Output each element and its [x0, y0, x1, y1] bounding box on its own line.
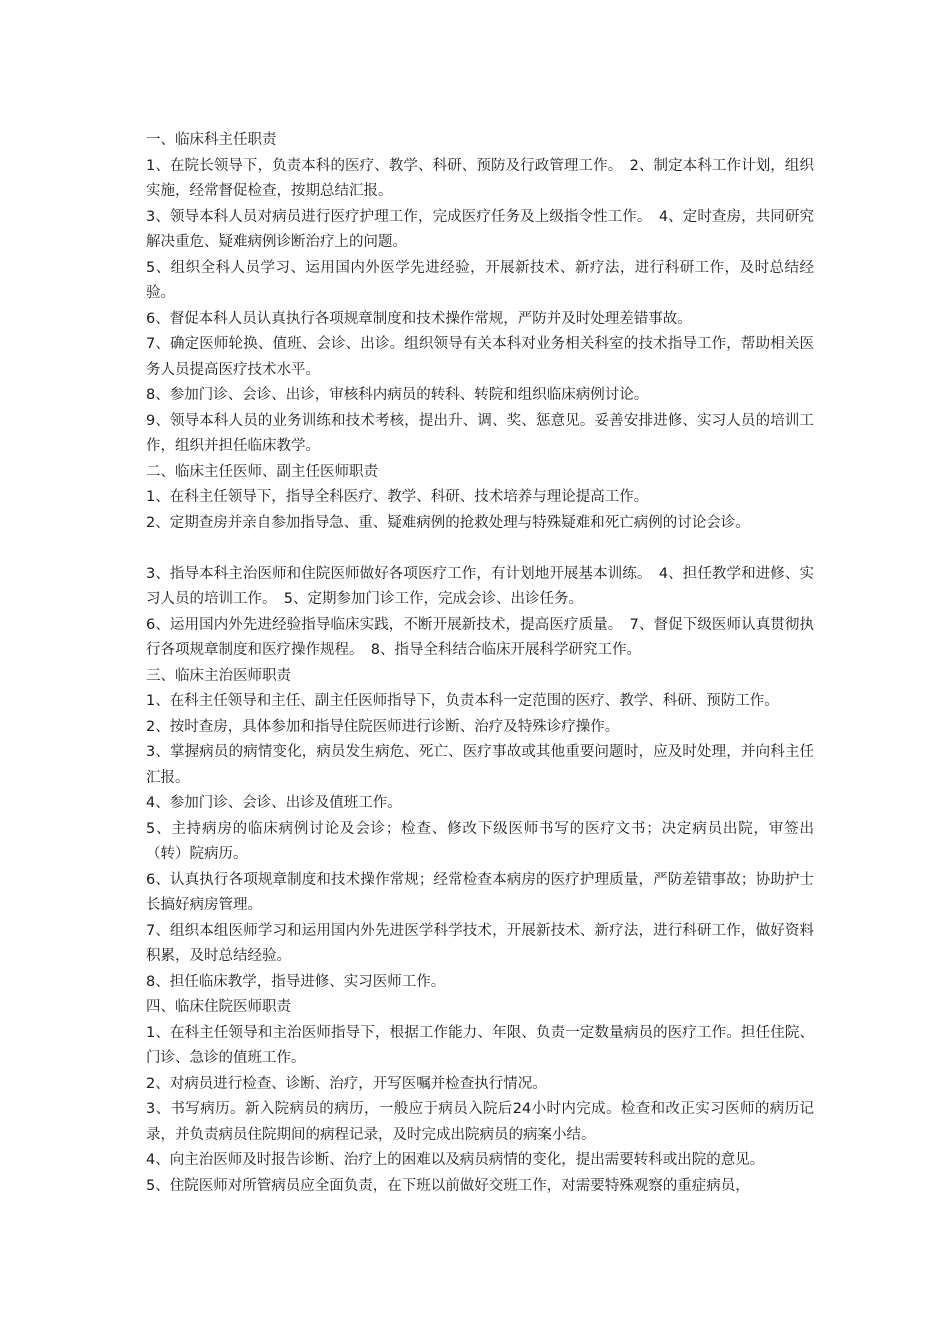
- paragraph: 4、参加门诊、会诊、出诊及值班工作。: [146, 795, 402, 811]
- paragraph: 6、督促本科人员认真执行各项规章制度和技术操作常规，严防并及时处理差错事故。: [146, 310, 692, 327]
- paragraph: 1、在科主任领导和主治医师指导下，根据工作能力、年限、负责一定数量病员的医疗工作。担任住院、门诊、急诊的值班工作。: [146, 1024, 814, 1066]
- paragraph: 6、运用国内外先进经验指导临床实践，不断开展新技术，提高医疗质量。 7、督促下级医师认真贯彻执行各项规章制度和医疗操作规程。 8、指导全科结合临床开展科学研究工作。: [146, 616, 814, 658]
- paragraph: 2、按时查房，具体参加和指导住院医师进行诊断、治疗及特殊诊疗操作。: [146, 718, 620, 735]
- paragraph: 5、组织全科人员学习、运用国内外医学先进经验，开展新技术、新疗法，进行科研工作，及时总结经验。: [146, 259, 814, 301]
- section-heading-3: 三、临床主治医师职责: [146, 667, 291, 684]
- paragraph: 5、主持病房的临床病例讨论及会诊；检查、修改下级医师书写的医疗文书；决定病员出院，审签出（转）院病历。: [146, 820, 814, 862]
- paragraph: 1、在科主任领导和主任、副主任医师指导下，负责本科一定范围的医疗、教学、科研、预防工作。: [146, 693, 779, 709]
- paragraph: 5、住院医师对所管病员应全面负责，在下班以前做好交班工作，对需要特殊观察的重症病员，: [146, 1177, 750, 1194]
- paragraph: 1、在院长领导下，负责本科的医疗、教学、科研、预防及行政管理工作。 2、制定本科工作计划，组织实施，经常督促检查，按期总结汇报。: [146, 157, 814, 199]
- paragraph: 8、参加门诊、会诊、出诊，审核科内病员的转科、转院和组织临床病例讨论。: [146, 387, 649, 403]
- paragraph: 2、定期查房并亲自参加指导急、重、疑难病例的抢救处理与特殊疑难和死亡病例的讨论会诊。: [146, 514, 750, 531]
- paragraph: 2、对病员进行检查、诊断、治疗，开写医嘱并检查执行情况。: [146, 1075, 547, 1092]
- section-heading-4: 四、临床住院医师职责: [146, 999, 291, 1015]
- paragraph: 1、在科主任领导下，指导全科医疗、教学、科研、技术培养与理论提高工作。: [146, 489, 649, 505]
- paragraph: 8、担任临床教学，指导进修、实习医师工作。: [146, 973, 446, 990]
- paragraph: 4、向主治医师及时报告诊断、治疗上的困难以及病员病情的变化，提出需要转科或出院的意见。: [146, 1152, 765, 1168]
- paragraph: 7、确定医师轮换、值班、会诊、出诊。组织领导有关本科对业务相关科室的技术指导工作，帮助相关医务人员提高医疗技术水平。: [146, 336, 814, 378]
- paragraph: 3、领导本科人员对病员进行医疗护理工作，完成医疗任务及上级指令性工作。 4、定时查房，共同研究解决重危、疑难病例诊断治疗上的问题。: [146, 208, 814, 250]
- paragraph: 7、组织本组医师学习和运用国内外先进医学科学技术，开展新技术、新疗法，进行科研工作，做好资料积累，及时总结经验。: [146, 922, 814, 964]
- paragraph: 3、指导本科主治医师和住院医师做好各项医疗工作，有计划地开展基本训练。 4、担任教学和进修、实习人员的培训工作。 5、定期参加门诊工作，完成会诊、出诊任务。: [146, 565, 814, 607]
- paragraph: 3、书写病历。新入院病员的病历，一般应于病员入院后24小时内完成。检查和改正实习医师的病历记录，并负责病员住院期间的病程记录，及时完成出院病员的病案小结。: [146, 1101, 814, 1143]
- document-body: [146, 128, 814, 1199]
- paragraph: 9、领导本科人员的业务训练和技术考核，提出升、调、奖、惩意见。妥善安排进修、实习人员的培训工作，组织并担任临床教学。: [146, 412, 814, 454]
- paragraph: 6、认真执行各项规章制度和技术操作常规；经常检查本病房的医疗护理质量，严防差错事故；协助护士长搞好病房管理。: [146, 871, 814, 913]
- paragraph: 3、掌握病员的病情变化，病员发生病危、死亡、医疗事故或其他重要问题时，应及时处理，并向科主任汇报。: [146, 744, 814, 786]
- section-heading-1: 一、临床科主任职责: [146, 132, 277, 148]
- blank-line: [146, 536, 814, 562]
- section-heading-2: 二、临床主任医师、副主任医师职责: [146, 463, 378, 480]
